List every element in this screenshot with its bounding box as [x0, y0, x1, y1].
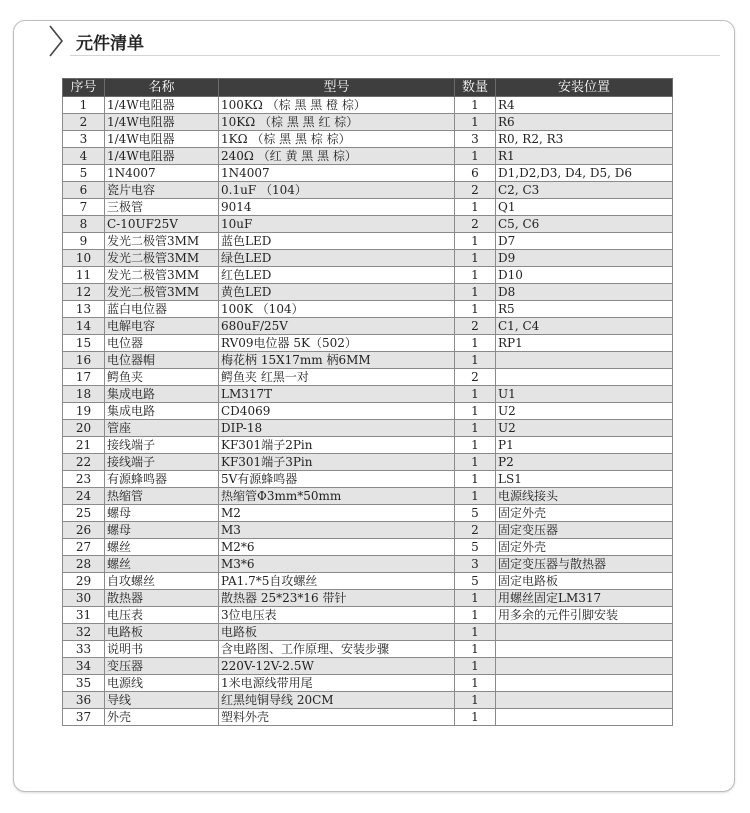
cell-name: 螺母 — [105, 522, 219, 539]
cell-model: CD4069 — [219, 403, 455, 420]
cell-index: 6 — [63, 182, 105, 199]
cell-location: 用螺丝固定LM317 — [496, 590, 673, 607]
cell-quantity: 1 — [455, 454, 496, 471]
cell-model: 1KΩ （棕 黑 黑 棕 棕） — [219, 131, 455, 148]
column-header-quantity: 数量 — [455, 79, 496, 97]
cell-index: 14 — [63, 318, 105, 335]
cell-name: 有源蜂鸣器 — [105, 471, 219, 488]
cell-name: 电位器帽 — [105, 352, 219, 369]
cell-index: 13 — [63, 301, 105, 318]
cell-quantity: 1 — [455, 590, 496, 607]
cell-quantity: 2 — [455, 216, 496, 233]
table-row — [63, 352, 673, 369]
table-row — [63, 709, 673, 726]
cell-model: KF301端子3Pin — [219, 454, 455, 471]
cell-model: 220V-12V-2.5W — [219, 658, 455, 675]
cell-location: C1, C4 — [496, 318, 673, 335]
table-row — [63, 233, 673, 250]
cell-location — [496, 352, 673, 369]
cell-index: 16 — [63, 352, 105, 369]
table-row — [63, 114, 673, 131]
cell-model: DIP-18 — [219, 420, 455, 437]
table-row — [63, 454, 673, 471]
page-title: 元件清单 — [76, 34, 144, 54]
cell-location: D8 — [496, 284, 673, 301]
cell-quantity: 1 — [455, 250, 496, 267]
cell-model: 10uF — [219, 216, 455, 233]
table-row — [63, 216, 673, 233]
cell-quantity: 1 — [455, 352, 496, 369]
table-row — [63, 403, 673, 420]
table-row — [63, 539, 673, 556]
cell-location — [496, 641, 673, 658]
cell-model: 100K （104） — [219, 301, 455, 318]
cell-model: M2 — [219, 505, 455, 522]
cell-index: 30 — [63, 590, 105, 607]
column-header-name: 名称 — [105, 79, 219, 97]
table-row — [63, 369, 673, 386]
cell-name: 电压表 — [105, 607, 219, 624]
cell-location: 固定变压器与散热器 — [496, 556, 673, 573]
cell-model: 3位电压表 — [219, 607, 455, 624]
cell-quantity: 1 — [455, 301, 496, 318]
cell-index: 32 — [63, 624, 105, 641]
cell-index: 21 — [63, 437, 105, 454]
cell-quantity: 1 — [455, 641, 496, 658]
component-list-card — [13, 20, 735, 792]
cell-name: 三极管 — [105, 199, 219, 216]
cell-location: D1,D2,D3, D4, D5, D6 — [496, 165, 673, 182]
cell-quantity: 5 — [455, 539, 496, 556]
cell-index: 18 — [63, 386, 105, 403]
cell-quantity: 2 — [455, 522, 496, 539]
cell-location: D7 — [496, 233, 673, 250]
cell-model: 含电路图、工作原理、安装步骤 — [219, 641, 455, 658]
cell-quantity: 1 — [455, 624, 496, 641]
cell-name: 管座 — [105, 420, 219, 437]
table-row — [63, 335, 673, 352]
cell-model: 电路板 — [219, 624, 455, 641]
cell-quantity: 1 — [455, 199, 496, 216]
cell-name: 热缩管 — [105, 488, 219, 505]
cell-location: 电源线接头 — [496, 488, 673, 505]
cell-location: C2, C3 — [496, 182, 673, 199]
cell-index: 25 — [63, 505, 105, 522]
cell-index: 35 — [63, 675, 105, 692]
cell-location: R6 — [496, 114, 673, 131]
cell-location: R1 — [496, 148, 673, 165]
table-row — [63, 658, 673, 675]
cell-location: Q1 — [496, 199, 673, 216]
cell-name: 蓝白电位器 — [105, 301, 219, 318]
cell-name: 电位器 — [105, 335, 219, 352]
cell-index: 22 — [63, 454, 105, 471]
cell-quantity: 1 — [455, 114, 496, 131]
cell-quantity: 2 — [455, 318, 496, 335]
cell-index: 12 — [63, 284, 105, 301]
cell-model: 蓝色LED — [219, 233, 455, 250]
cell-quantity: 2 — [455, 369, 496, 386]
cell-index: 26 — [63, 522, 105, 539]
cell-model: 680uF/25V — [219, 318, 455, 335]
cell-index: 2 — [63, 114, 105, 131]
cell-quantity: 5 — [455, 573, 496, 590]
cell-quantity: 1 — [455, 403, 496, 420]
cell-index: 31 — [63, 607, 105, 624]
cell-location: RP1 — [496, 335, 673, 352]
cell-index: 27 — [63, 539, 105, 556]
cell-name: 集成电路 — [105, 386, 219, 403]
cell-quantity: 1 — [455, 148, 496, 165]
cell-index: 33 — [63, 641, 105, 658]
cell-quantity: 5 — [455, 505, 496, 522]
cell-index: 28 — [63, 556, 105, 573]
cell-index: 9 — [63, 233, 105, 250]
cell-quantity: 1 — [455, 97, 496, 114]
column-header-model: 型号 — [219, 79, 455, 97]
cell-location: U2 — [496, 403, 673, 420]
cell-quantity: 1 — [455, 675, 496, 692]
cell-quantity: 1 — [455, 267, 496, 284]
table-row — [63, 165, 673, 182]
cell-index: 8 — [63, 216, 105, 233]
cell-name: 1N4007 — [105, 165, 219, 182]
cell-location: LS1 — [496, 471, 673, 488]
cell-name: 外壳 — [105, 709, 219, 726]
cell-name: 螺丝 — [105, 556, 219, 573]
cell-model: 散热器 25*23*16 带针 — [219, 590, 455, 607]
cell-location: R0, R2, R3 — [496, 131, 673, 148]
chevron-right-icon — [48, 25, 64, 57]
cell-quantity: 1 — [455, 420, 496, 437]
cell-index: 19 — [63, 403, 105, 420]
cell-quantity: 1 — [455, 437, 496, 454]
table-header-row — [63, 79, 673, 97]
cell-location: P2 — [496, 454, 673, 471]
cell-model: 240Ω （红 黄 黑 黑 棕） — [219, 148, 455, 165]
cell-quantity: 1 — [455, 658, 496, 675]
table-row — [63, 471, 673, 488]
table-row — [63, 607, 673, 624]
cell-quantity: 6 — [455, 165, 496, 182]
cell-model: 热缩管Φ3mm*50mm — [219, 488, 455, 505]
cell-quantity: 1 — [455, 284, 496, 301]
cell-name: 发光二极管3MM — [105, 250, 219, 267]
cell-index: 1 — [63, 97, 105, 114]
cell-index: 36 — [63, 692, 105, 709]
cell-location: R4 — [496, 97, 673, 114]
table-row — [63, 590, 673, 607]
cell-location — [496, 692, 673, 709]
cell-location: D10 — [496, 267, 673, 284]
cell-model: 塑料外壳 — [219, 709, 455, 726]
header-divider — [70, 55, 720, 56]
table-row — [63, 505, 673, 522]
table-row — [63, 318, 673, 335]
cell-location: 用多余的元件引脚安装 — [496, 607, 673, 624]
cell-name: 1/4W电阻器 — [105, 97, 219, 114]
cell-index: 20 — [63, 420, 105, 437]
cell-model: M3 — [219, 522, 455, 539]
cell-quantity: 1 — [455, 692, 496, 709]
cell-quantity: 3 — [455, 131, 496, 148]
cell-name: 接线端子 — [105, 454, 219, 471]
cell-index: 15 — [63, 335, 105, 352]
table-row — [63, 488, 673, 505]
column-header-location: 安装位置 — [496, 79, 673, 97]
table-row — [63, 97, 673, 114]
cell-model: 0.1uF （104） — [219, 182, 455, 199]
cell-quantity: 1 — [455, 386, 496, 403]
table-row — [63, 420, 673, 437]
cell-name: 1/4W电阻器 — [105, 114, 219, 131]
table-row — [63, 199, 673, 216]
table-row — [63, 301, 673, 318]
table-row — [63, 148, 673, 165]
cell-quantity: 3 — [455, 556, 496, 573]
cell-index: 29 — [63, 573, 105, 590]
cell-location: 固定电路板 — [496, 573, 673, 590]
cell-model: RV09电位器 5K（502） — [219, 335, 455, 352]
cell-name: 说明书 — [105, 641, 219, 658]
cell-index: 10 — [63, 250, 105, 267]
cell-name: 散热器 — [105, 590, 219, 607]
cell-name: 螺丝 — [105, 539, 219, 556]
cell-location: R5 — [496, 301, 673, 318]
cell-location — [496, 624, 673, 641]
cell-model: 鳄鱼夹 红黑一对 — [219, 369, 455, 386]
cell-name: C-10UF25V — [105, 216, 219, 233]
cell-name: 接线端子 — [105, 437, 219, 454]
cell-name: 集成电路 — [105, 403, 219, 420]
cell-index: 7 — [63, 199, 105, 216]
cell-model: LM317T — [219, 386, 455, 403]
component-table — [62, 78, 673, 726]
cell-location: C5, C6 — [496, 216, 673, 233]
cell-location: P1 — [496, 437, 673, 454]
cell-index: 23 — [63, 471, 105, 488]
cell-quantity: 2 — [455, 182, 496, 199]
cell-location — [496, 658, 673, 675]
cell-name: 发光二极管3MM — [105, 267, 219, 284]
cell-model: 黄色LED — [219, 284, 455, 301]
cell-name: 1/4W电阻器 — [105, 148, 219, 165]
table-row — [63, 437, 673, 454]
cell-index: 11 — [63, 267, 105, 284]
table-row — [63, 131, 673, 148]
cell-name: 螺母 — [105, 505, 219, 522]
cell-quantity: 1 — [455, 607, 496, 624]
table-row — [63, 692, 673, 709]
cell-index: 17 — [63, 369, 105, 386]
cell-model: 红色LED — [219, 267, 455, 284]
cell-model: 绿色LED — [219, 250, 455, 267]
cell-model: 100KΩ （棕 黑 黑 橙 棕） — [219, 97, 455, 114]
cell-quantity: 1 — [455, 709, 496, 726]
table-row — [63, 522, 673, 539]
cell-index: 3 — [63, 131, 105, 148]
cell-name: 自攻螺丝 — [105, 573, 219, 590]
table-row — [63, 267, 673, 284]
cell-model: 红黑纯铜导线 20CM — [219, 692, 455, 709]
cell-model: 5V有源蜂鸣器 — [219, 471, 455, 488]
cell-index: 37 — [63, 709, 105, 726]
cell-quantity: 1 — [455, 233, 496, 250]
cell-name: 鳄鱼夹 — [105, 369, 219, 386]
table-row — [63, 284, 673, 301]
table-row — [63, 250, 673, 267]
cell-model: M3*6 — [219, 556, 455, 573]
cell-index: 4 — [63, 148, 105, 165]
cell-location — [496, 369, 673, 386]
cell-model: 梅花柄 15X17mm 柄6MM — [219, 352, 455, 369]
cell-name: 瓷片电容 — [105, 182, 219, 199]
cell-quantity: 1 — [455, 471, 496, 488]
cell-quantity: 1 — [455, 335, 496, 352]
cell-model: M2*6 — [219, 539, 455, 556]
cell-quantity: 1 — [455, 488, 496, 505]
cell-name: 1/4W电阻器 — [105, 131, 219, 148]
cell-name: 电源线 — [105, 675, 219, 692]
column-header-index: 序号 — [63, 79, 105, 97]
cell-name: 电路板 — [105, 624, 219, 641]
cell-name: 变压器 — [105, 658, 219, 675]
cell-location: 固定变压器 — [496, 522, 673, 539]
cell-location — [496, 675, 673, 692]
cell-location: U2 — [496, 420, 673, 437]
cell-index: 5 — [63, 165, 105, 182]
cell-name: 电解电容 — [105, 318, 219, 335]
cell-name: 发光二极管3MM — [105, 284, 219, 301]
table-row — [63, 556, 673, 573]
section-header — [14, 21, 734, 59]
cell-index: 24 — [63, 488, 105, 505]
cell-model: KF301端子2Pin — [219, 437, 455, 454]
table-row — [63, 675, 673, 692]
cell-model: 1米电源线带用尾 — [219, 675, 455, 692]
table-row — [63, 182, 673, 199]
cell-location: 固定外壳 — [496, 505, 673, 522]
cell-location: 固定外壳 — [496, 539, 673, 556]
cell-model: 10KΩ （棕 黑 黑 红 棕） — [219, 114, 455, 131]
table-row — [63, 624, 673, 641]
cell-model: PA1.7*5自攻螺丝 — [219, 573, 455, 590]
table-row — [63, 386, 673, 403]
table-row — [63, 641, 673, 658]
cell-name: 导线 — [105, 692, 219, 709]
table-row — [63, 573, 673, 590]
cell-model: 1N4007 — [219, 165, 455, 182]
cell-index: 34 — [63, 658, 105, 675]
cell-model: 9014 — [219, 199, 455, 216]
cell-name: 发光二极管3MM — [105, 233, 219, 250]
cell-location: U1 — [496, 386, 673, 403]
cell-location: D9 — [496, 250, 673, 267]
cell-location — [496, 709, 673, 726]
